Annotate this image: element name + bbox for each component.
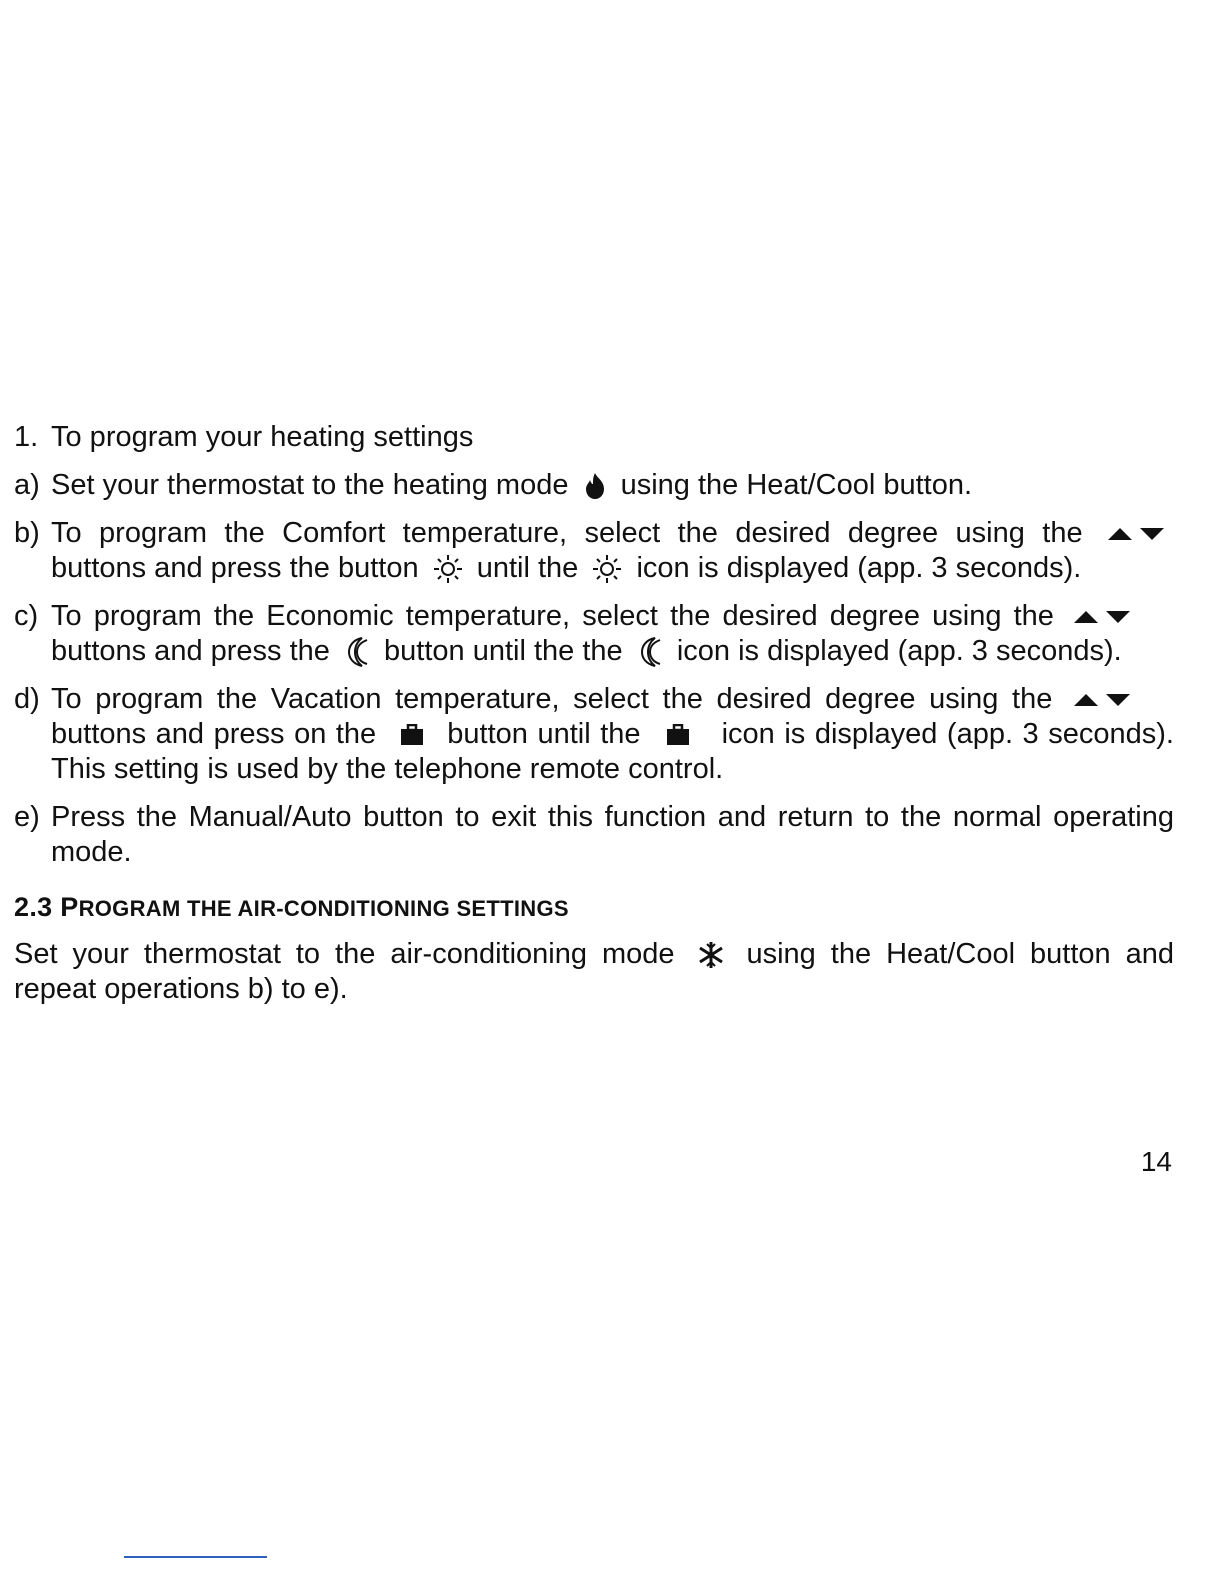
- moon-icon: [344, 636, 370, 668]
- step-marker: a): [14, 469, 40, 501]
- step-body: [51, 800, 1174, 870]
- step-text: buttons and press on the: [51, 718, 377, 750]
- step-body: [51, 599, 1174, 669]
- section-number: 2.3: [14, 892, 53, 922]
- step-text: Set your thermostat to the heating mode: [51, 469, 569, 501]
- paragraph-text: Set your thermostat to the air-conditioning mode: [14, 938, 675, 970]
- step-text: buttons and press the button: [51, 552, 419, 584]
- step-b: [14, 516, 1174, 586]
- flame-icon: [583, 472, 607, 500]
- up-down-arrows-icon: [1072, 691, 1134, 709]
- step-marker: c): [14, 600, 39, 632]
- section-heading: [14, 892, 1174, 923]
- step-text: To program the Vacation temperature, select the desired degree using the: [51, 683, 1053, 715]
- moon-icon: [637, 636, 663, 668]
- step-a: [14, 468, 1174, 503]
- paragraph-text: using the Heat/Cool button and repeat operations b) to e).: [14, 938, 1175, 1005]
- step-text: icon is displayed (app. 3 seconds).: [676, 635, 1122, 667]
- step-body: [51, 516, 1174, 586]
- step-text: icon is displayed (app. 3 seconds). This setting is used by the telephone remote control.: [51, 718, 1174, 785]
- section-paragraph: [14, 937, 1174, 1007]
- sun-icon: [592, 554, 622, 584]
- step-e: [14, 800, 1174, 870]
- step-text: until the: [476, 552, 579, 584]
- step-text: button until the the: [384, 635, 623, 667]
- intro-line: [14, 420, 1174, 455]
- footer-rule: [124, 1556, 267, 1558]
- step-marker: e): [14, 801, 40, 833]
- step-text: icon is displayed (app. 3 seconds).: [636, 552, 1082, 584]
- step-marker: b): [14, 517, 40, 549]
- page-number: 14: [1140, 1146, 1172, 1177]
- step-text: Press the Manual/Auto button to exit this function and return to the normal operating mode.: [51, 801, 1174, 868]
- step-text: using the Heat/Cool button.: [620, 469, 973, 501]
- step-text: buttons and press the: [51, 635, 330, 667]
- section-title-rest: ROGRAM THE AIR-CONDITIONING SETTINGS: [78, 896, 569, 921]
- section-title-initial: P: [60, 892, 79, 922]
- step-text: To program the Economic temperature, select the desired degree using the: [51, 600, 1054, 632]
- snowflake-icon: [696, 940, 726, 970]
- step-text: To program the Comfort temperature, select the desired degree using the: [51, 517, 1083, 549]
- up-down-arrows-icon: [1106, 525, 1168, 543]
- step-marker: d): [14, 683, 40, 715]
- sun-icon: [433, 554, 463, 584]
- step-c: [14, 599, 1174, 669]
- suitcase-icon: [400, 724, 424, 746]
- step-body: [51, 682, 1174, 787]
- step-d: [14, 682, 1174, 787]
- step-body: [51, 468, 1174, 503]
- intro-number: 1.: [14, 421, 39, 453]
- up-down-arrows-icon: [1072, 608, 1134, 626]
- step-text: button until the: [447, 718, 641, 750]
- suitcase-icon: [666, 724, 690, 746]
- page-content: [14, 420, 1174, 1007]
- intro-text: To program your heating settings: [51, 421, 474, 453]
